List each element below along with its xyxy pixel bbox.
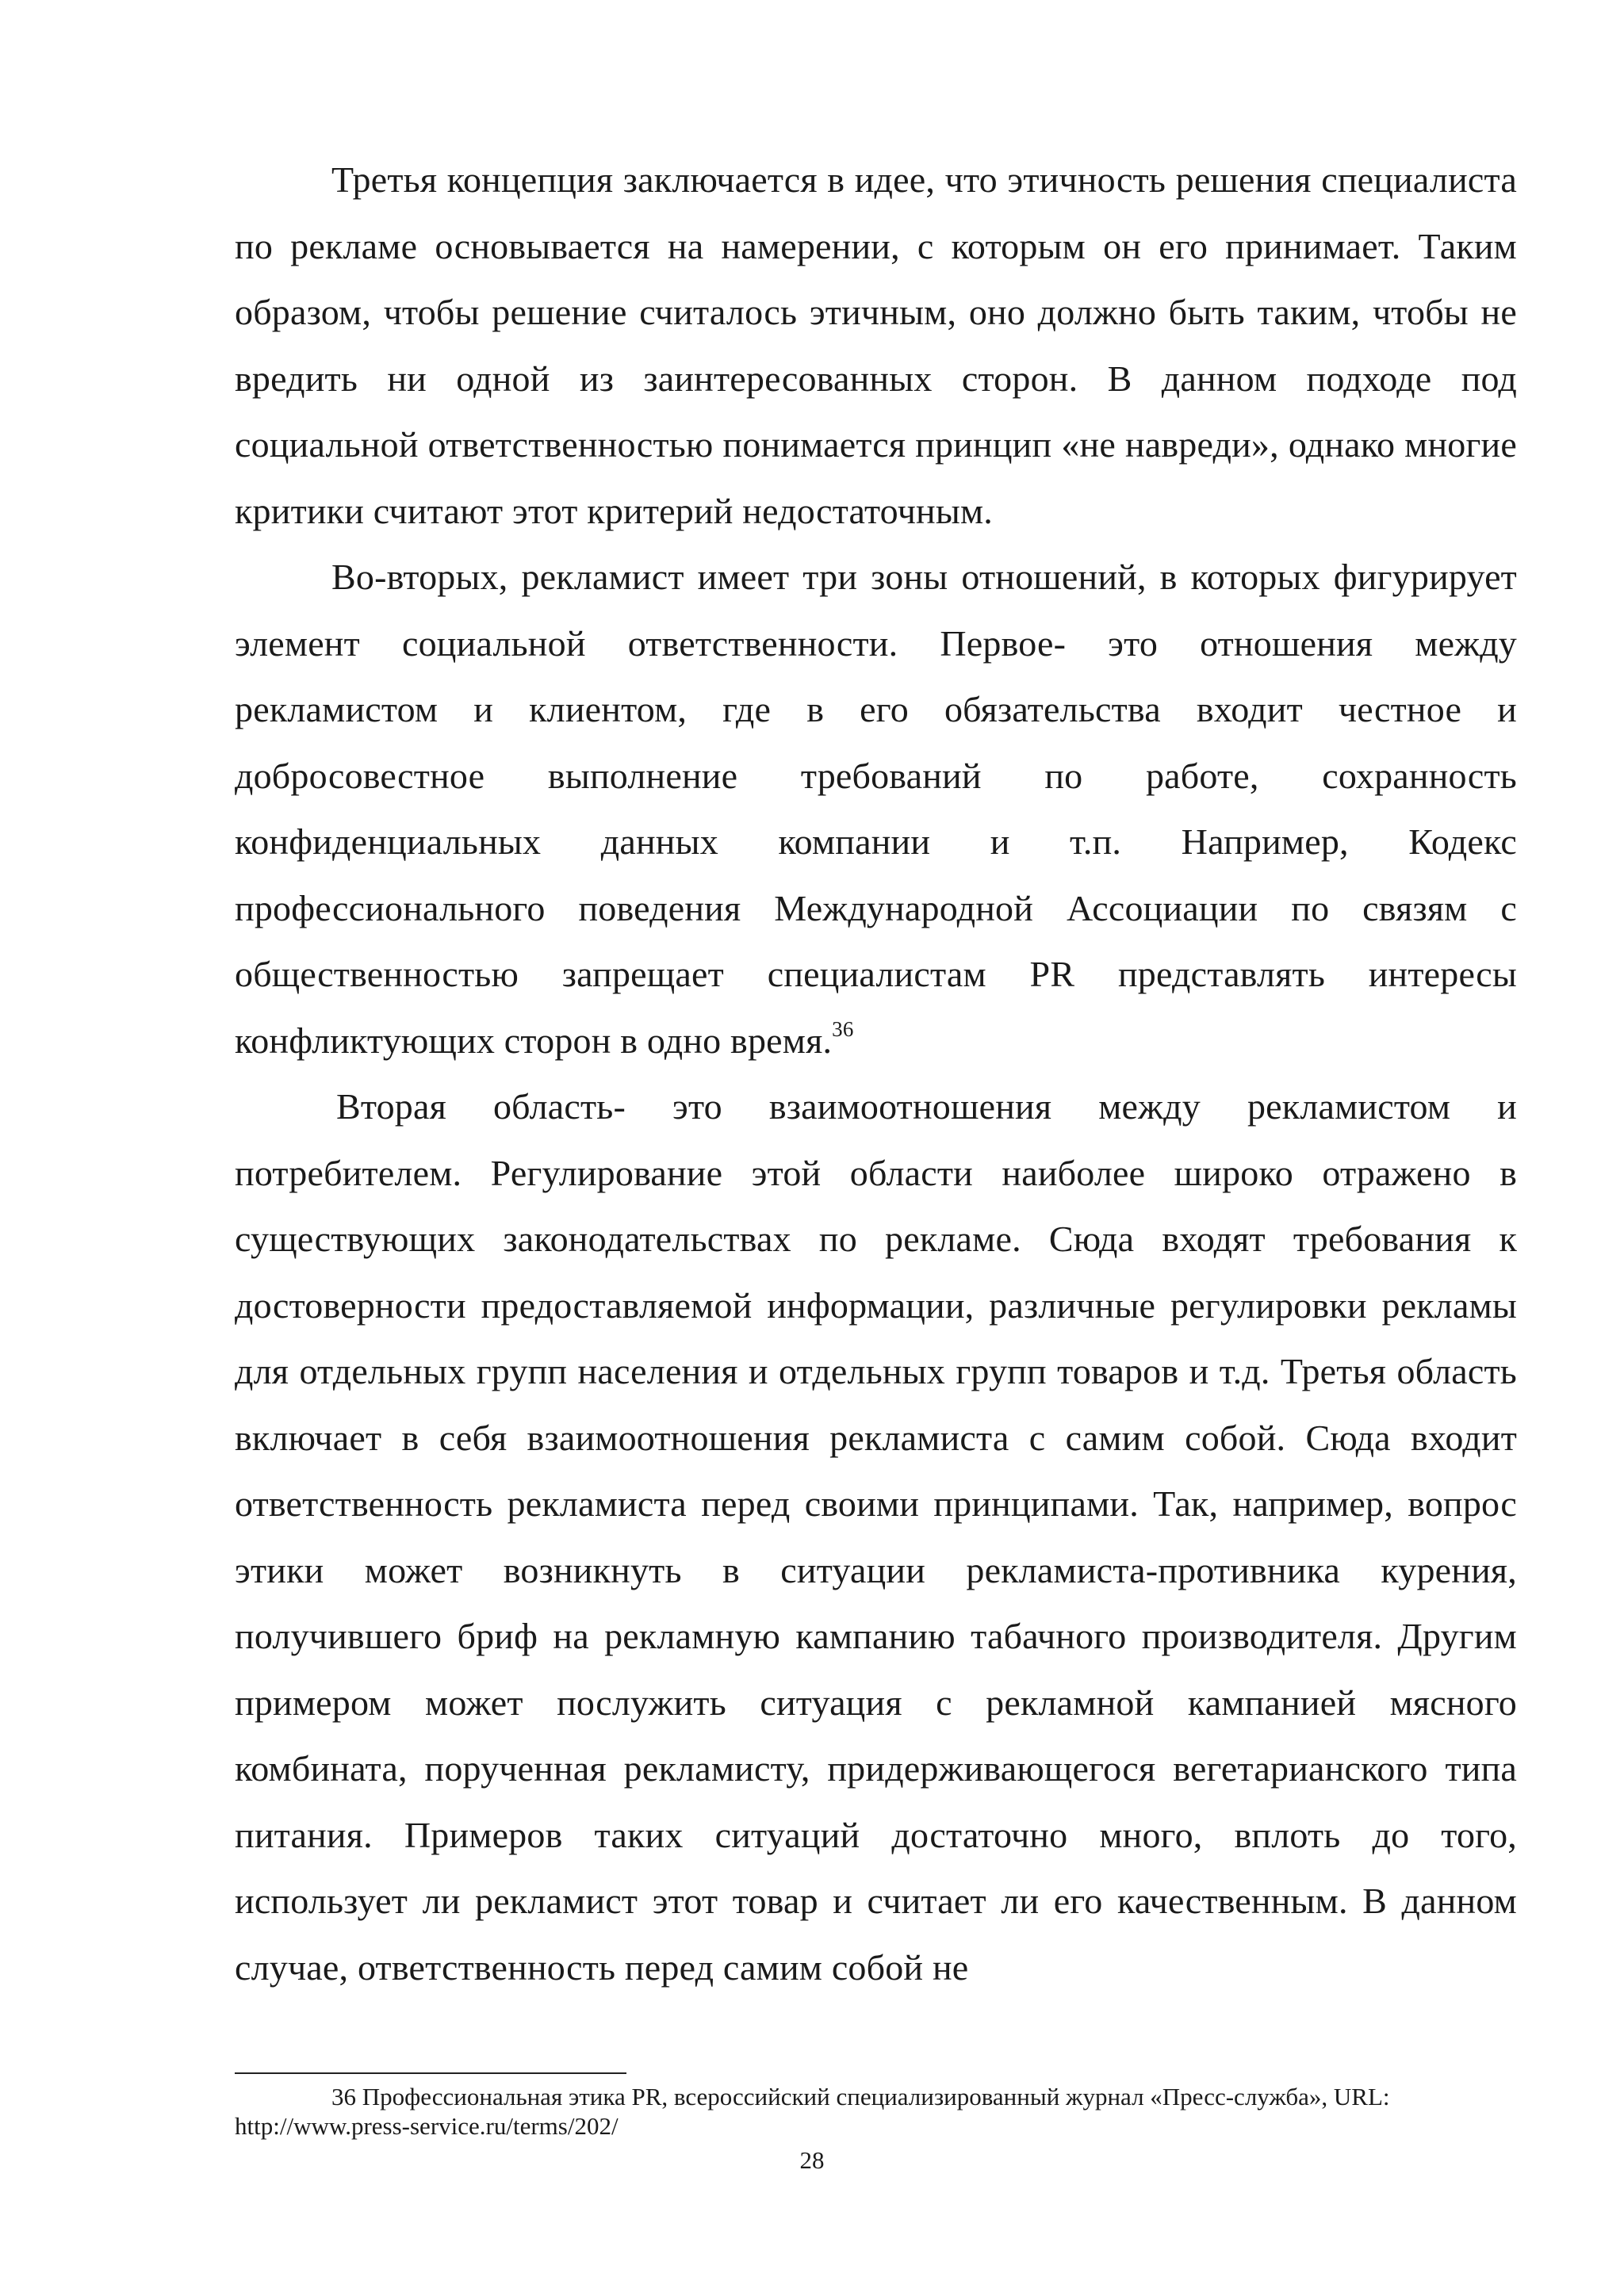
- paragraph-third-concept: [235, 147, 1517, 544]
- paragraph-text: Вторая область- это взаимоотношения между рекламистом и потребителем. Регулирование этой области наиболее широко отражено в существующих законодательствах по рекламе. Сюда входят требования к достоверности предоставляемой информации, различные регулировки рекламы для отдельных групп населения и отдельных групп товаров и т.д. Третья область включает в себя взаимоотношения рекламиста с самим собой. Сюда входит ответственность рекламиста перед своими принципами. Так, например, вопрос этики может возникнуть в ситуации рекламиста-противника курения, получившего бриф на рекламную кампанию табачного производителя. Другим примером может послужить ситуация с рекламной кампанией мясного комбината, порученная рекламисту, придерживающегося вегетарианского типа питания. Примеров таких ситуаций достаточно много, вплоть до того, использует ли рекламист этот товар и считает ли его качественным. В данном случае, ответственность перед самим собой не: [235, 1086, 1517, 1988]
- paragraph-three-zones: [235, 544, 1517, 1073]
- footnote: [235, 2082, 1517, 2141]
- footnote-reference[interactable]: 36: [832, 1016, 854, 1041]
- paragraph-second-area: [235, 1073, 1517, 2000]
- footnote-text: Профессиональная этика PR, всероссийский специализированный журнал «Пресс-служба», URL:: [362, 2083, 1390, 2110]
- main-text: [235, 147, 1517, 2000]
- footnote-url[interactable]: http://www.press-service.ru/terms/202/: [235, 2112, 619, 2140]
- paragraph-text: Во-вторых, рекламист имеет три зоны отношений, в которых фигурирует элемент социальной ответственности. Первое- это отношения между рекламистом и клиентом, где в его обязательства входит честное и добросовестное выполнение требований по работе, сохранность конфиденциальных данных компании и т.п. Например, Кодекс профессионального поведения Международной Ассоциации по связям с общественностью запрещает специалистам PR представлять интересы конфликтующих сторон в одно время.: [235, 557, 1517, 1061]
- footnote-number: 36: [331, 2083, 356, 2110]
- page-number: 28: [799, 2146, 825, 2174]
- paragraph-text: Третья концепция заключается в идее, что этичность решения специалиста по рекламе основывается на намерении, с которым он его принимает. Таким образом, чтобы решение считалось этичным, оно должно быть таким, чтобы не вредить ни одной из заинтересованных сторон. В данном подходе под социальной ответственностью понимается принцип «не навреди», однако многие критики считают этот критерий недостаточным.: [235, 159, 1517, 531]
- footnote-separator: [235, 2072, 626, 2074]
